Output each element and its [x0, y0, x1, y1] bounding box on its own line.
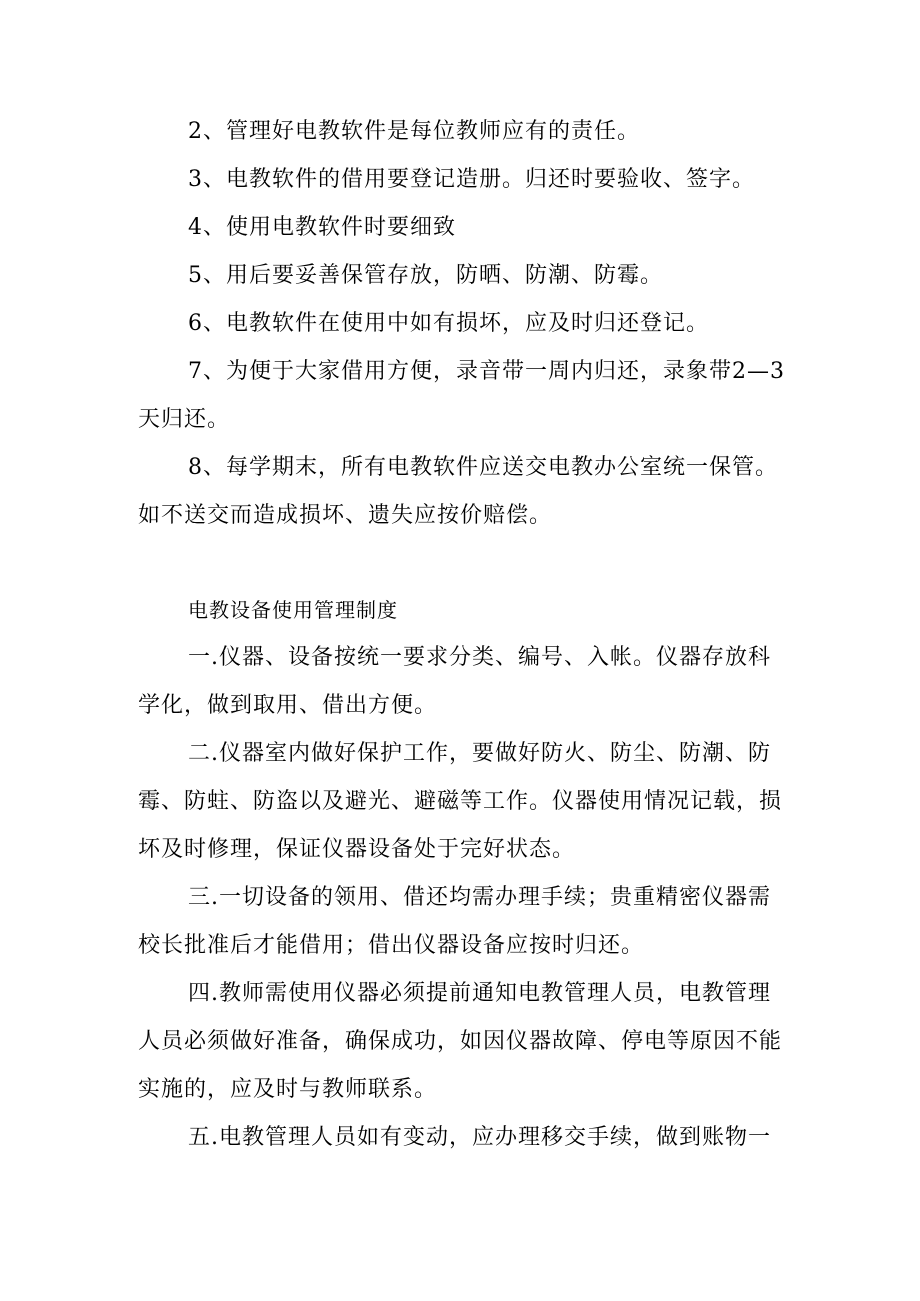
rule-item: 一.仪器、设备按统一要求分类、编号、入帐。仪器存放科学化，做到取用、借出方便。	[138, 645, 771, 718]
rule-item: 8、每学期末，所有电教软件应送交电教办公室统一保管。如不送交而造成损坏、遗失应按价赔偿。	[138, 455, 778, 528]
rule-item: 二.仪器室内做好保护工作，要做好防火、防尘、防潮、防霉、防蛀、防盗以及避光、避磁等工作。仪器使用情况记载，损坏及时修理，保证仪器设备处于完好状态。	[138, 741, 783, 862]
section-spacer	[138, 540, 788, 586]
rule-item: 3、电教软件的借用要登记造册。归还时要验收、签字。	[188, 167, 755, 192]
rule-item: 五.电教管理人员如有变动，应办理移交手续，做到账物一	[188, 1125, 771, 1150]
rule-item: 7、为便于大家借用方便，录音带一周内归还，录象带2—3天归还。	[138, 359, 785, 432]
section-title: 电教设备使用管理制度	[188, 598, 398, 622]
rule-item: 4、使用电教软件时要细致	[188, 215, 456, 240]
rule-item: 6、电教软件在使用中如有损坏，应及时归还登记。	[188, 311, 709, 336]
rule-item: 5、用后要妥善保管存放，防晒、防潮、防霉。	[188, 263, 663, 288]
document-body	[138, 108, 788, 1162]
rule-item: 三.一切设备的领用、借还均需办理手续；贵重精密仪器需校长批准后才能借用；借出仪器设备应按时归还。	[138, 885, 771, 958]
rule-item: 四.教师需使用仪器必须提前通知电教管理人员，电教管理人员必须做好准备，确保成功，如因仪器故障、停电等原因不能实施的，应及时与教师联系。	[138, 981, 783, 1102]
rule-item: 2、管理好电教软件是每位教师应有的责任。	[188, 119, 640, 144]
